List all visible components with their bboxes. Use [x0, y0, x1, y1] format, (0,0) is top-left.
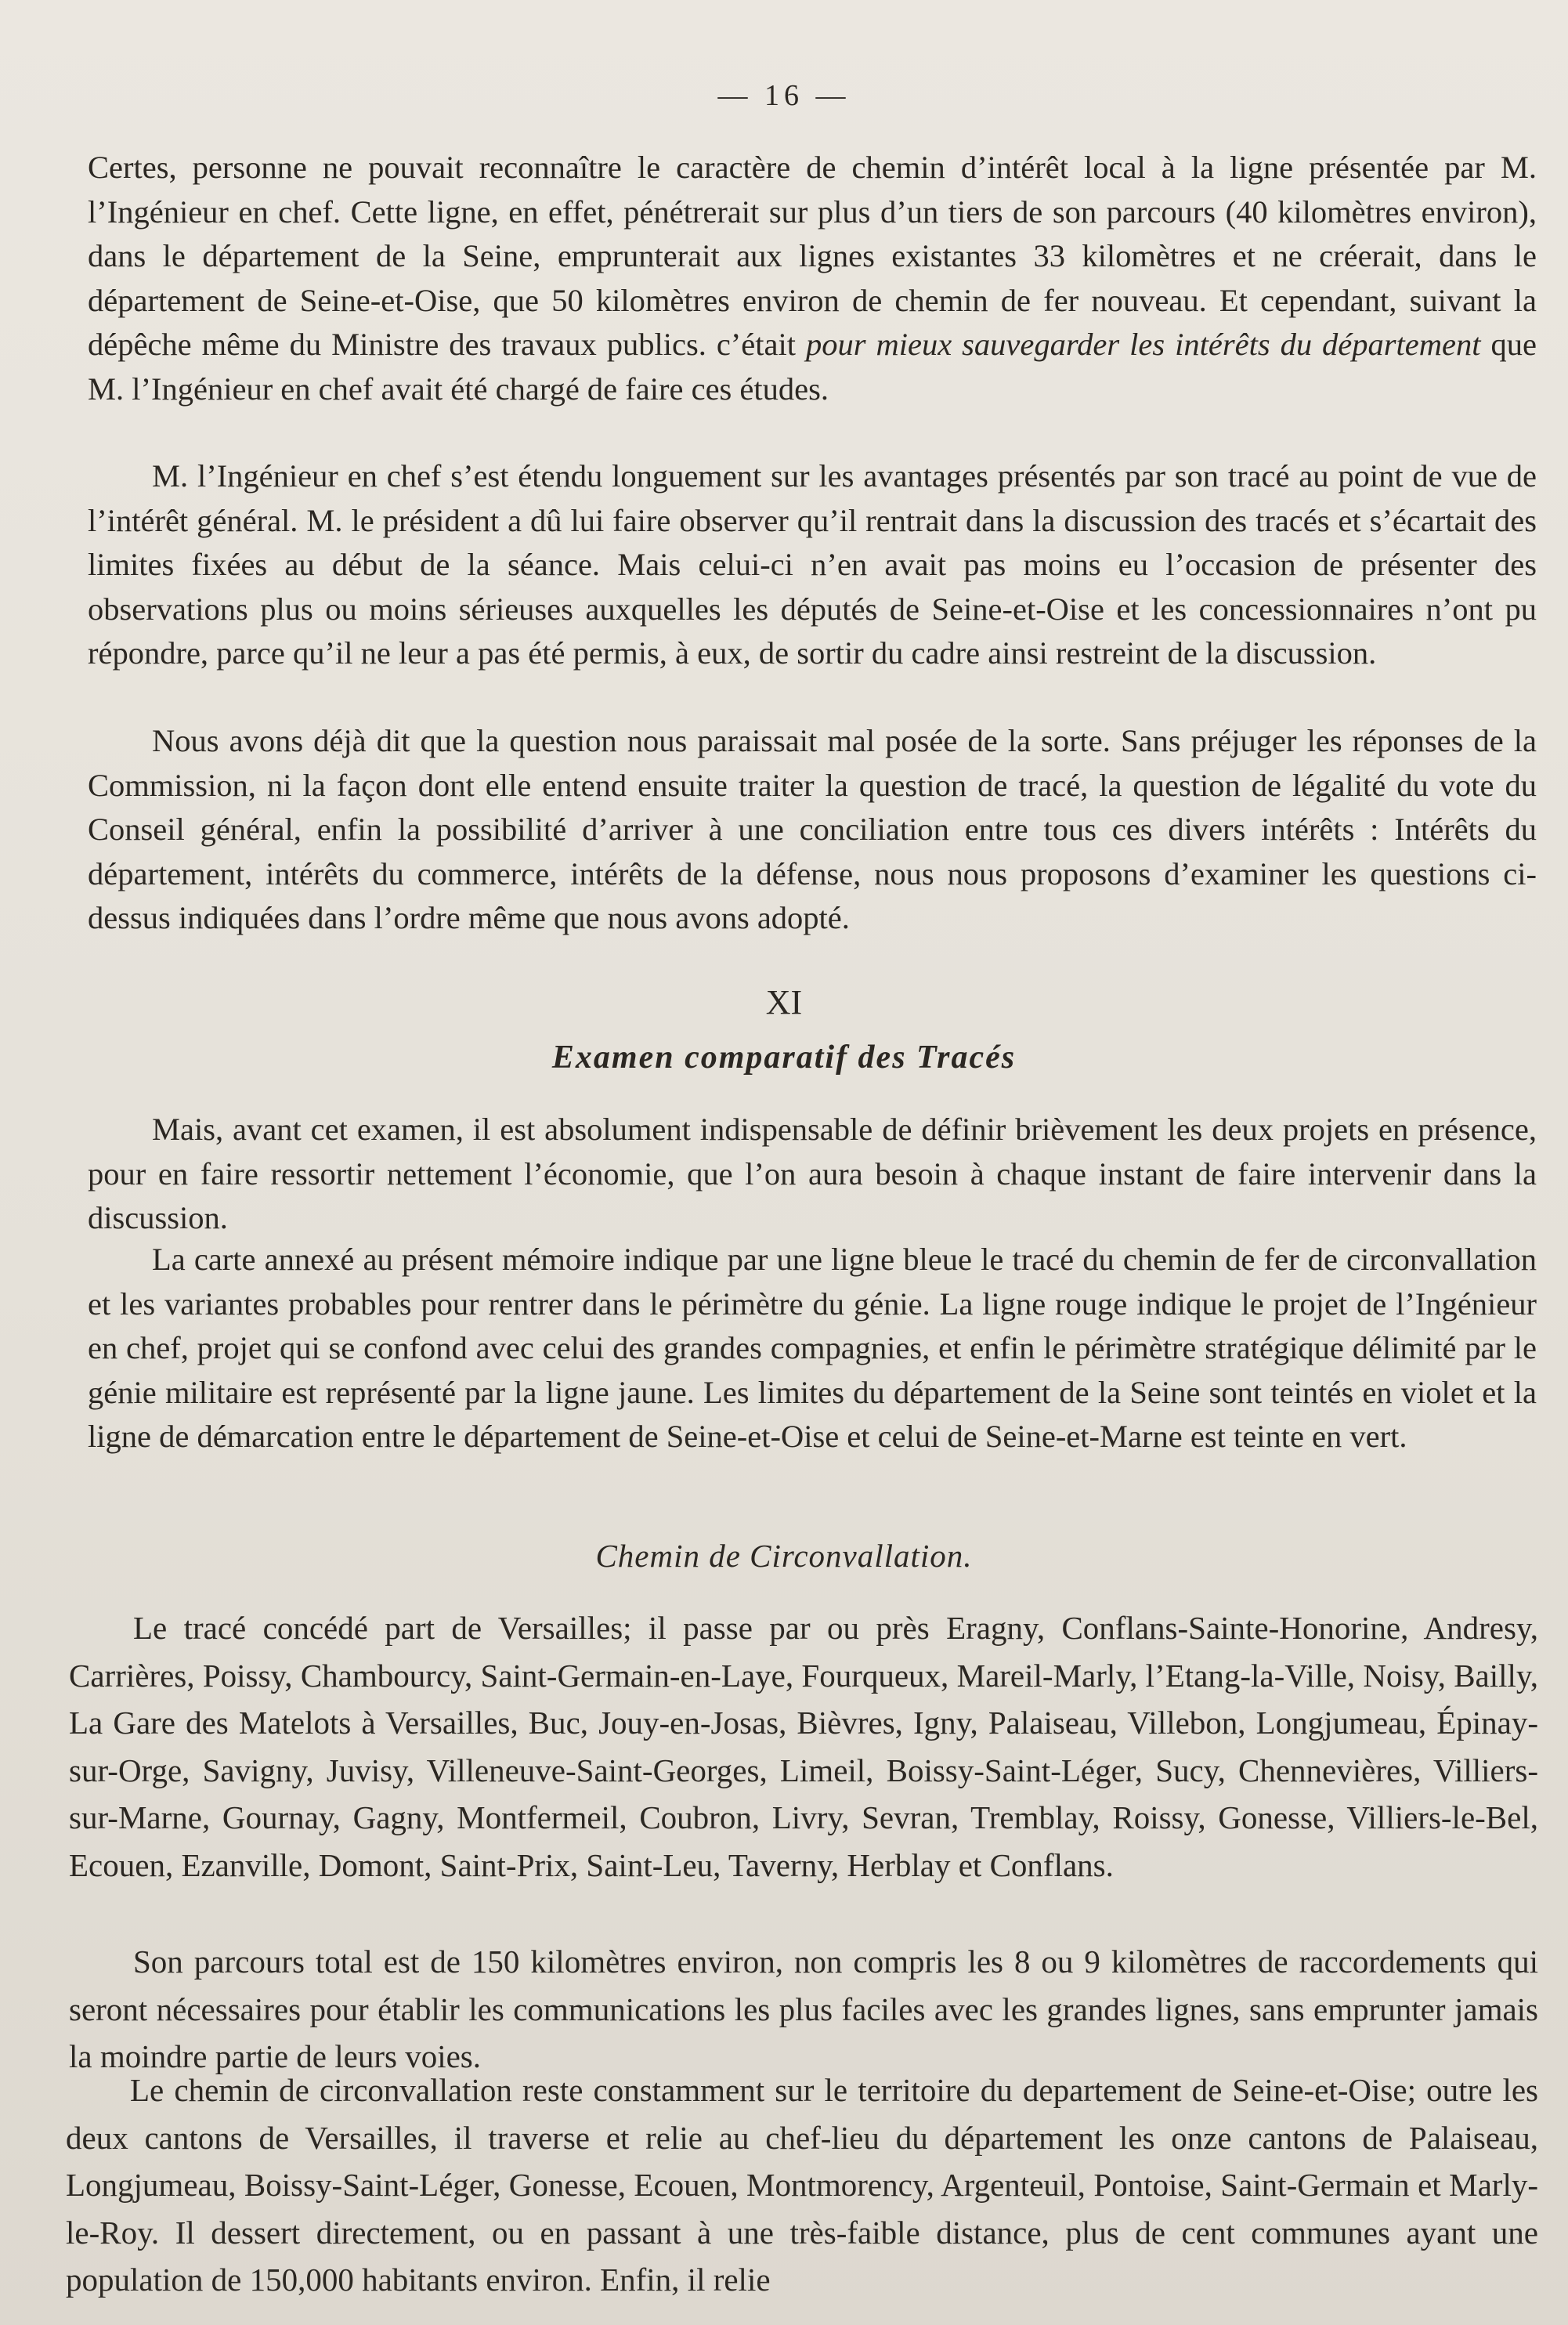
- paragraph-3: Nous avons déjà dit que la question nous paraissait mal posée de la sorte. Sans préjuger les réponses de la Commission, ni la façon dont elle entend ensuite traiter la question de tracé, la question de légalité du vote du Conseil général, enfin la possibilité d’arriver à une conciliation entre tous ces divers intérêts : Intérêts du département, intérêts du commerce, intérêts de la défense, nous nous proposons d’examiner les questions ci-dessus indiquées dans l’ordre même que nous avons adopté.: [88, 723, 1537, 935]
- paragraph-5: La carte annexé au présent mémoire indique par une ligne bleue le tracé du chemin de fer de circonvallation et les variantes probables pour rentrer dans le périmètre du génie. La ligne rouge indique le projet de l’Ingénieur en chef, projet qui se confond avec celui des grandes compagnies, et enfin le périmètre stratégique délimité par le génie militaire est représenté par la ligne jaune. Les limites du département de la Seine sont teintés en violet et la ligne de démarcation entre le département de Seine-et-Oise et celui de Seine-et-Marne est teinte en vert.: [88, 1242, 1537, 1454]
- subsection-title: Chemin de Circonvallation.: [595, 1538, 973, 1574]
- paragraph-8: Le chemin de circonvallation reste constamment sur le territoire du departement de Seine-et-Oise; outre les deux cantons de Versailles, il traverse et relie au chef-lieu du département les onze cantons de Palaiseau, Longjumeau, Boissy-Saint-Léger, Gonesse, Ecouen, Montmorency, Argenteuil, Pontoise, Saint-Germain et Marly-le-Roy. Il dessert directement, ou en passant à une très-faible distance, plus de cent communes ayant une population de 150,000 habitants environ. Enfin, il relie: [66, 2072, 1538, 2298]
- section-number: XI: [765, 983, 803, 1021]
- paragraph-2: M. l’Ingénieur en chef s’est étendu longuement sur les avantages présentés par son tracé au point de vue de l’intérêt général. M. le président a dû lui faire observer qu’il rentrait dans la discussion des tracés et s’écartait des limites fixées au début de la séance. Mais celui-ci n’en avait pas moins eu l’occasion de présenter des observations plus ou moins sérieuses auxquelles les députés de Seine-et-Oise et les concessionnaires n’ont pu répondre, parce qu’il ne leur a pas été permis, à eux, de sortir du cadre ainsi restreint de la discussion.: [88, 458, 1537, 671]
- section-title: Examen comparatif des Tracés: [551, 1040, 1017, 1076]
- paragraph-7: Son parcours total est de 150 kilomètres environ, non compris les 8 ou 9 kilomètres de raccordements qui seront nécessaires pour établir les communications les plus faciles avec les grandes lignes, sans emprunter jamais la moindre partie de leurs voies.: [69, 1944, 1538, 2074]
- paragraph-1: [88, 146, 1537, 411]
- page-number: — 16 —: [717, 79, 851, 112]
- paragraph-1-text-end: que M. l’Ingénieur en chef avait été chargé de faire ces études.: [88, 327, 1537, 407]
- paragraph-6: Le tracé concédé part de Versailles; il passe par ou près Eragny, Conflans-Sainte-Honorine, Andresy, Carrières, Poissy, Chambourcy, Saint-Germain-en-Laye, Fourqueux, Mareil-Marly, l’Etang-la-Ville, Noisy, Bailly, La Gare des Matelots à Versailles, Buc, Jouy-en-Josas, Bièvres, Igny, Palaiseau, Villebon, Longjumeau, Épinay-sur-Orge, Savigny, Juvisy, Villeneuve-Saint-Georges, Limeil, Boissy-Saint-Léger, Sucy, Chennevières, Villiers-sur-Marne, Gournay, Gagny, Montfermeil, Coubron, Livry, Sevran, Tremblay, Roissy, Gonesse, Villiers-le-Bel, Ecouen, Ezanville, Domont, Saint-Prix, Saint-Leu, Taverny, Herblay et Conflans.: [69, 1610, 1538, 1883]
- paragraph-1-text: Certes, personne ne pouvait reconnaître le caractère de chemin d’intérêt local à la ligne présentée par M. l’Ingénieur en chef. Cette ligne, en effet, pénétrerait sur plus d’un tiers de son parcours (40 kilomètres environ), dans le département de la Seine, emprunterait aux lignes existantes 33 kilomètres et ne créerait, dans le département de Seine-et-Oise, que 50 kilomètres environ de chemin de fer nouveau. Et cependant, suivant la dépêche même du Ministre des travaux publics. c’était: [88, 150, 1537, 362]
- paragraph-4: Mais, avant cet examen, il est absolument indispensable de définir brièvement les deux projets en présence, pour en faire ressortir nettement l’économie, que l’on aura besoin à chaque instant de faire intervenir dans la discussion.: [88, 1112, 1537, 1235]
- paragraph-1-emphasis: pour mieux sauvegarder les intérêts du département: [805, 327, 1481, 362]
